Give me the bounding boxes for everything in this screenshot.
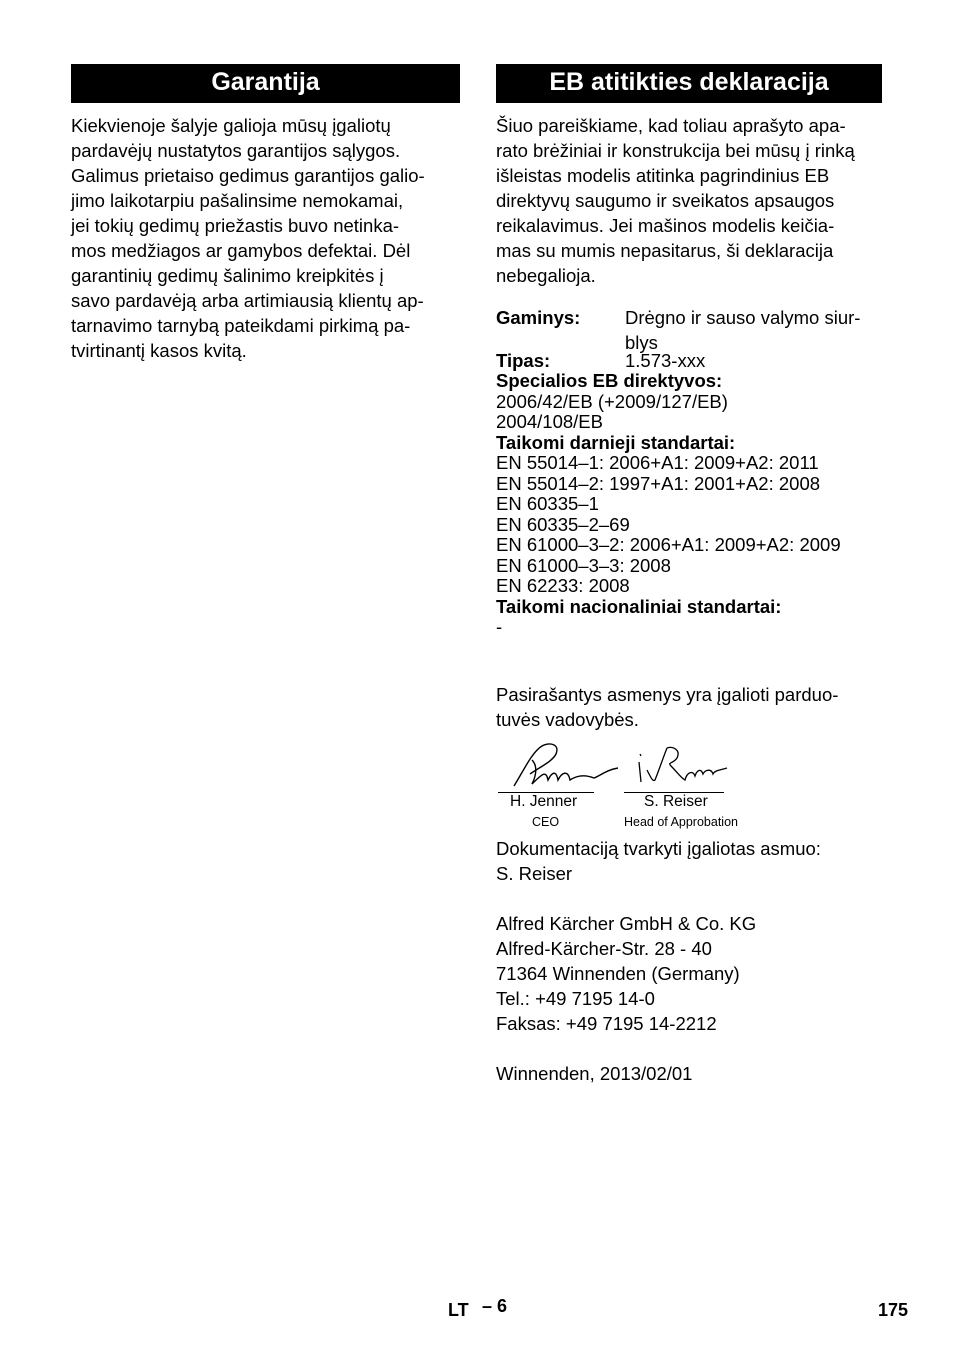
address-line: Faksas: +49 7195 14-2212 [496,1012,717,1034]
signatory-name: S. Reiser [644,792,708,810]
intro-line: mas su mumis nepasitarus, ši deklaracija [496,240,834,261]
signed-line: tuvės vadovybės. [496,708,639,730]
warranty-column [71,64,460,363]
intro-line: nebegalioja. [496,265,596,286]
company-address [496,911,882,1036]
doc-line: Dokumentaciją tvarkyti įgaliotas asmuo: [496,837,821,859]
warranty-line: jimo laikotarpiu pašalinsime nemokamai, [71,190,404,211]
declaration-date: Winnenden, 2013/02/01 [496,1062,693,1084]
directive-item: 2006/42/EB (+2009/127/EB) [496,390,728,412]
national-label: Taikomi nacionaliniai standartai: [496,595,782,617]
address-line: Alfred-Kärcher-Str. 28 - 40 [496,937,712,959]
address-line: 71364 Winnenden (Germany) [496,962,740,984]
address-line: Tel.: +49 7195 14-0 [496,987,655,1009]
intro-line: rato brėžiniai ir konstrukcija bei mūsų į rinką [496,140,855,161]
standard-item: EN 61000–3–3: 2008 [496,554,671,576]
directive-item: 2004/108/EB [496,411,603,432]
intro-line: reikalavimus. Jei mašinos modelis keičia- [496,215,835,236]
standard-item: EN 55014–2: 1997+A1: 2001+A2: 2008 [496,472,821,494]
warranty-line: pardavėjų nustatytos garantijos sąlygos. [71,140,401,161]
standard-item: EN 60335–1 [496,493,599,514]
intro-line: Šiuo pareiškiame, kad toliau aprašyto apa- [496,115,846,136]
footer-section: – 6 [482,1296,508,1316]
address-line: Alfred Kärcher GmbH & Co. KG [496,912,757,934]
warranty-line: savo pardavėją arba artimiausią klientų ap- [71,290,424,311]
signed-line: Pasirašantys asmenys yra įgalioti parduo- [496,683,839,705]
jenner-signature-image [502,740,622,790]
declaration-intro [496,113,882,288]
harmonized-label: Taikomi darnieji standartai: [496,431,736,453]
signatory-role: Head of Approbation [624,814,738,829]
product-line: blys [625,332,658,353]
product-value [625,305,882,355]
warranty-text [71,113,460,363]
type-value: 1.573-xxx [625,350,706,371]
warranty-line: jei tokių gedimų priežastis buvo netinka- [71,215,400,236]
warranty-line: Galimus prietaiso gedimus garantijos galio- [71,165,425,186]
intro-line: išleistas modelis atitinka pagrindinius EB [496,165,830,186]
type-row [496,350,882,371]
signatory-role: CEO [532,814,560,829]
standard-item: EN 62233: 2008 [496,575,630,596]
intro-line: direktyvų saugumo ir sveikatos apsaugos [496,190,835,211]
warranty-line: garantinių gedimų šalinimo kreipkitės į [71,265,384,286]
signatory-name: H. Jenner [510,792,578,810]
warranty-line: Kiekvienoje šalyje galioja mūsų įgaliotų [71,115,391,136]
declaration-heading: EB atitikties deklaracija [496,64,882,103]
product-line: Drėgno ir sauso valymo siur- [625,307,861,328]
product-specification [496,305,882,638]
standard-item: EN 61000–3–2: 2006+A1: 2009+A2: 2009 [496,534,841,555]
page-number: 175 [878,1300,909,1320]
national-value: - [496,616,503,637]
reiser-signature-image [633,740,729,790]
warranty-heading: Garantija [71,64,460,103]
directives-label: Specialios EB direktyvos: [496,370,723,391]
signatories-statement [496,682,882,732]
product-label: Gaminys: [496,307,581,328]
signature-block [496,740,882,832]
warranty-line: mos medžiagos ar gamybos defektai. Dėl [71,240,411,261]
doc-line: S. Reiser [496,862,573,884]
standard-item: EN 55014–1: 2006+A1: 2009+A2: 2011 [496,452,819,473]
warranty-line: tvirtinantį kasos kvitą. [71,340,247,361]
standard-item: EN 60335–2–69 [496,513,630,535]
warranty-line: tarnavimo tarnybą pateikdami pirkimą pa- [71,315,411,336]
product-row [496,305,882,355]
footer-language: LT [448,1300,469,1320]
type-label: Tipas: [496,350,551,371]
declaration-column [496,64,882,1086]
documentation-officer [496,836,882,886]
